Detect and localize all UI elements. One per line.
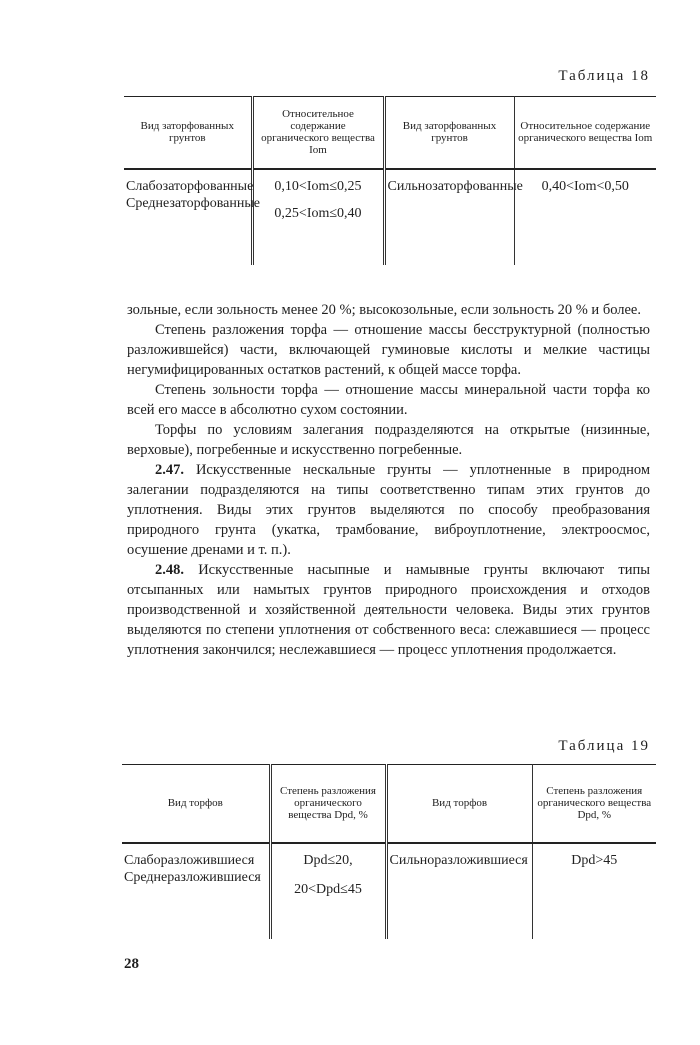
table-18-header-value-1: Относительное содержание органического вещества Iom	[252, 97, 384, 169]
table-18-cell-type: Среднезаторфованные	[126, 195, 260, 211]
table-19-cell-value: 20<Dpd≤45	[294, 881, 362, 897]
table-19-header-value-2: Степень разложения органического вещества Dpd, %	[532, 765, 656, 843]
table-19-header-type-2: Вид торфов	[386, 765, 532, 843]
table-18-cell-value: 0,25<Iom≤0,40	[274, 205, 362, 221]
table-row	[122, 843, 656, 939]
table-19-cell-value: Dpd>45	[571, 852, 618, 868]
table-18-cell-type: Слабозаторфованные	[126, 178, 254, 194]
table-19-cell-value: Dpd≤20,	[303, 852, 353, 868]
table-18-cell-value: 0,40<Iom<0,50	[541, 178, 629, 194]
body-text	[127, 300, 650, 660]
table-18	[124, 96, 656, 265]
page-number: 28	[124, 956, 139, 972]
table-19	[122, 764, 656, 939]
table-18-caption: Таблица 18	[558, 68, 650, 84]
table-19-cell-type: Среднеразложившиеся	[124, 869, 261, 885]
table-18-cell-type: Сильнозаторфованные	[387, 178, 523, 194]
table-19-header-value-1: Степень разложения органического вещества Dpd, %	[270, 765, 386, 843]
paragraph-2-47	[127, 460, 650, 560]
clause-text: Искусственные насыпные и намывные грунты включают типы отсыпанных или намытых грунтов природного происхождения и отходов производственной и хозяйственной деятельности человека. Виды этих грунтов выделяются по степени уплотнения от собственного веса: слежавшиеся — процесс уплотнения закончился; неслежавшиеся — процесс уплотнения продолжается.	[127, 562, 651, 658]
table-19-cell-type: Сильноразложившиеся	[389, 852, 528, 868]
paragraph: Степень разложения торфа — отношение массы бесструктурной (полностью разложившейся) части, включающей гуминовые кислоты и мелкие частицы негумифицированных остатков растений, к общей массе торфа.	[127, 322, 650, 378]
clause-number: 2.47.	[155, 462, 184, 478]
paragraph-2-48	[127, 560, 650, 660]
clause-text: Искусственные нескальные грунты — уплотненные в природном залегании подразделяются на типы соответственно типам этих грунтов до уплотнения. Виды этих грунтов выделяются по способу преобразования природного грунта (укатка, трамбование, виброуплотнение, электроосмос, осушение дренами и т. п.).	[127, 462, 650, 558]
table-19-caption: Таблица 19	[558, 738, 650, 754]
paragraph: Степень зольности торфа — отношение массы минеральной части торфа ко всей его массе в абсолютно сухом состоянии.	[127, 382, 650, 418]
table-row	[124, 169, 656, 265]
table-18-header-value-2: Относительное содержание органического вещества Iom	[514, 97, 656, 169]
paragraph: зольные, если зольность менее 20 %; высокозольные, если зольность 20 % и более.	[127, 302, 641, 318]
table-19-cell-type: Слаборазложившиеся	[124, 852, 255, 868]
table-19-header-type-1: Вид торфов	[122, 765, 270, 843]
clause-number: 2.48.	[155, 562, 184, 578]
paragraph: Торфы по условиям залегания подразделяются на открытые (низинные, верховые), погребенные и искусственно погребенные.	[127, 422, 650, 458]
table-18-header-type-2: Вид заторфованных грунтов	[384, 97, 514, 169]
table-18-header-type-1: Вид заторфованных грунтов	[124, 97, 252, 169]
table-18-cell-value: 0,10<Iom≤0,25	[274, 178, 362, 194]
